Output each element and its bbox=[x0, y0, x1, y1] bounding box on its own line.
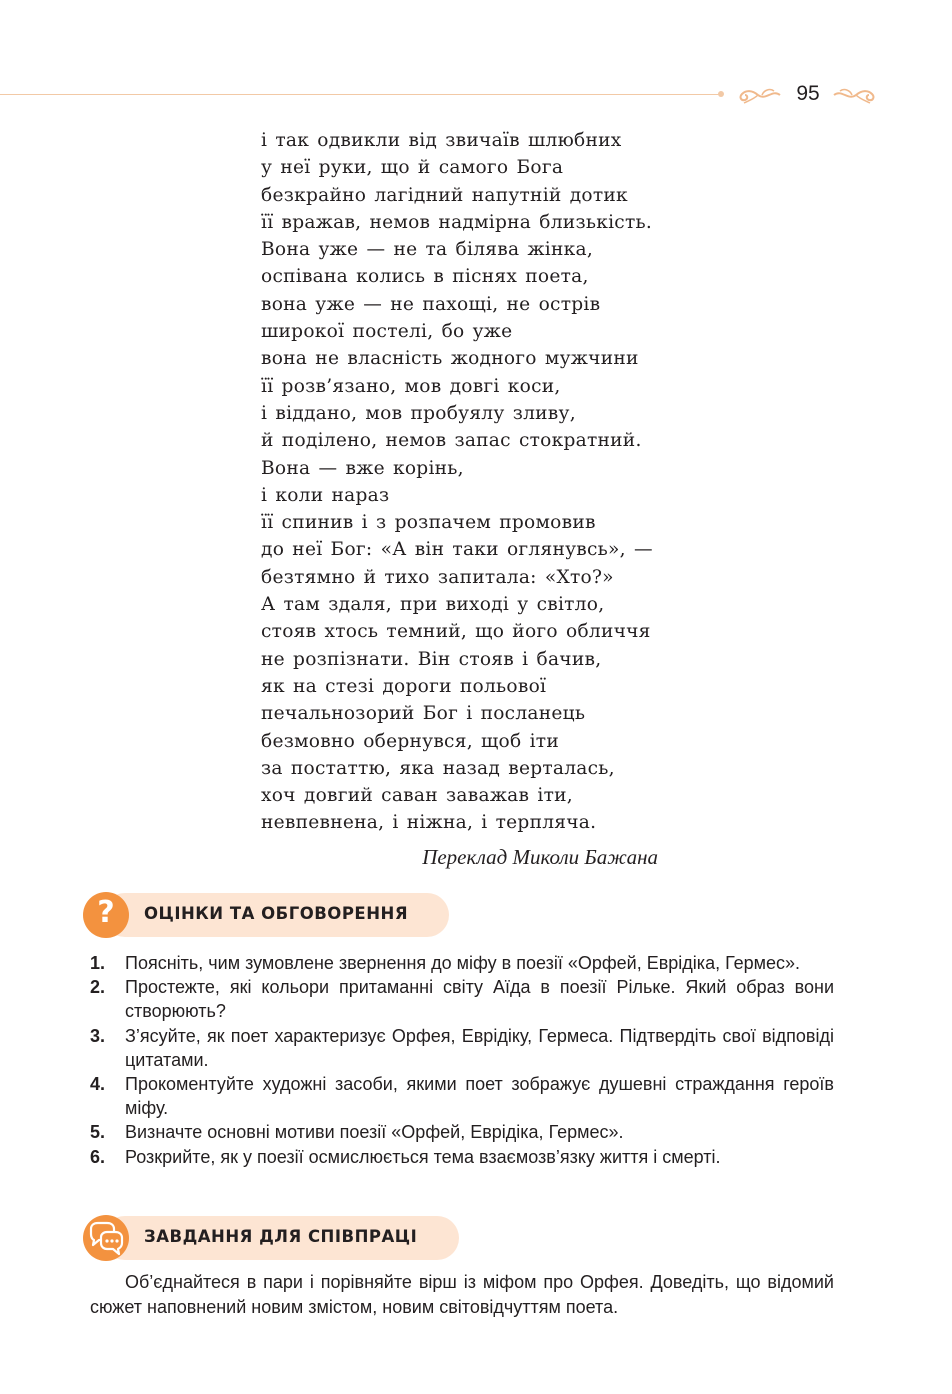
poem-line: вона не власність жодного мужчини bbox=[261, 348, 639, 370]
poem-line: печальнозорий Бог і посланець bbox=[261, 703, 586, 725]
header-rule bbox=[0, 94, 722, 95]
discussion-title: ОЦІНКИ ТА ОБГОВОРЕННЯ bbox=[144, 904, 409, 923]
poem-line: Вона уже — не та білява жінка, bbox=[261, 239, 594, 261]
cooperation-title: ЗАВДАННЯ ДЛЯ СПІВПРАЦІ bbox=[144, 1227, 418, 1246]
poem-line: Вона — вже корінь, bbox=[261, 457, 464, 479]
poem-line: безкрайно лагідний напутній дотик bbox=[261, 184, 628, 206]
poem-line: до неї Бог: «А він таки оглянувсь», — bbox=[261, 539, 653, 561]
poem-line: широкої постелі, бо уже bbox=[261, 321, 513, 343]
poem-line: хоч довгий саван заважав іти, bbox=[261, 785, 573, 807]
poem-line: і віддано, мов пробуялу зливу, bbox=[261, 402, 576, 424]
question-mark-glyph: ? bbox=[97, 895, 115, 930]
translator-credit: Переклад Миколи Бажана bbox=[422, 845, 658, 869]
poem-line: безтямно й тихо запитала: «Хто?» bbox=[261, 566, 614, 588]
poem-line: і коли нараз bbox=[261, 484, 390, 506]
question-text: Визначте основні мотиви поезії «Орфей, Еврідіка, Гермес». bbox=[125, 1122, 624, 1143]
question-item bbox=[90, 1024, 834, 1072]
question-text: Прокоментуйте художні засоби, якими поет зображує душевні страждання героїв міфу. bbox=[125, 1074, 834, 1119]
chat-bubbles-glyph bbox=[83, 1215, 129, 1261]
question-list bbox=[90, 951, 834, 1169]
poem bbox=[261, 127, 681, 837]
left-flourish-icon bbox=[736, 83, 782, 105]
right-flourish-icon bbox=[832, 83, 878, 105]
poem-line: вона уже — не пахощі, не острів bbox=[261, 293, 601, 315]
question-text: З’ясуйте, як поет характеризує Орфея, Еврідіку, Гермеса. Підтвердіть свої відповіді цитатами. bbox=[125, 1025, 834, 1070]
question-number: 3. bbox=[90, 1025, 106, 1046]
question-item bbox=[90, 975, 834, 1023]
poem-line: А там здаля, при виході у світло, bbox=[261, 594, 605, 616]
cooperation-header bbox=[83, 1215, 459, 1261]
question-text: Розкрийте, як у поезії осмислюється тема взаємозв’язку життя і смерті. bbox=[125, 1146, 721, 1167]
poem-line: її розв’язано, мов довгі коси, bbox=[261, 375, 561, 397]
poem-line: за постаттю, яка назад верталась, bbox=[261, 757, 615, 779]
poem-line: її вражав, немов надмірна близькість. bbox=[261, 211, 653, 233]
chat-bubbles-icon bbox=[83, 1215, 129, 1261]
page-number: 95 bbox=[796, 82, 820, 105]
poem-line: стояв хтось темний, що його обличчя bbox=[261, 621, 651, 643]
cooperation-task-text: Об’єднайтеся в пари і порівняйте вірш із міфом про Орфея. Доведіть, що відомий сюжет наповнений новим змістом, новим світовідчуттям поета. bbox=[90, 1272, 834, 1317]
poem-line: у неї руки, що й самого Бога bbox=[261, 157, 564, 179]
question-item bbox=[90, 1145, 834, 1169]
poem-line: як на стезі дороги польової bbox=[261, 675, 547, 697]
question-item bbox=[90, 951, 834, 975]
question-number: 1. bbox=[90, 953, 106, 973]
poem-line: її спинив і з розпачем промовив bbox=[261, 512, 596, 534]
question-text: Поясніть, чим зумовлене звернення до міфу в поезії «Орфей, Еврідіка, Гермес». bbox=[125, 953, 801, 973]
discussion-header bbox=[83, 892, 449, 938]
question-mark-icon bbox=[83, 892, 129, 938]
question-item bbox=[90, 1072, 834, 1120]
question-item bbox=[90, 1120, 834, 1144]
poem-line: не розпізнати. Він стояв і бачив, bbox=[261, 648, 602, 670]
header-rule-dot bbox=[718, 91, 724, 97]
poem-line: безмовно обернувся, щоб іти bbox=[261, 730, 559, 752]
poem-line: невпевнена, і ніжна, і терпляча. bbox=[261, 812, 597, 834]
poem-line: й поділено, немов запас стократний. bbox=[261, 430, 642, 452]
question-text: Простежте, які кольори притаманні світу Аїда в поезії Рільке. Який образ вони створюють? bbox=[125, 977, 834, 1022]
question-number: 4. bbox=[90, 1074, 106, 1095]
question-number: 6. bbox=[90, 1146, 106, 1167]
question-number: 2. bbox=[90, 977, 106, 998]
poem-line: оспівана колись в піснях поета, bbox=[261, 266, 589, 288]
poem-line: і так одвикли від звичаїв шлюбних bbox=[261, 130, 622, 151]
question-number: 5. bbox=[90, 1122, 106, 1143]
